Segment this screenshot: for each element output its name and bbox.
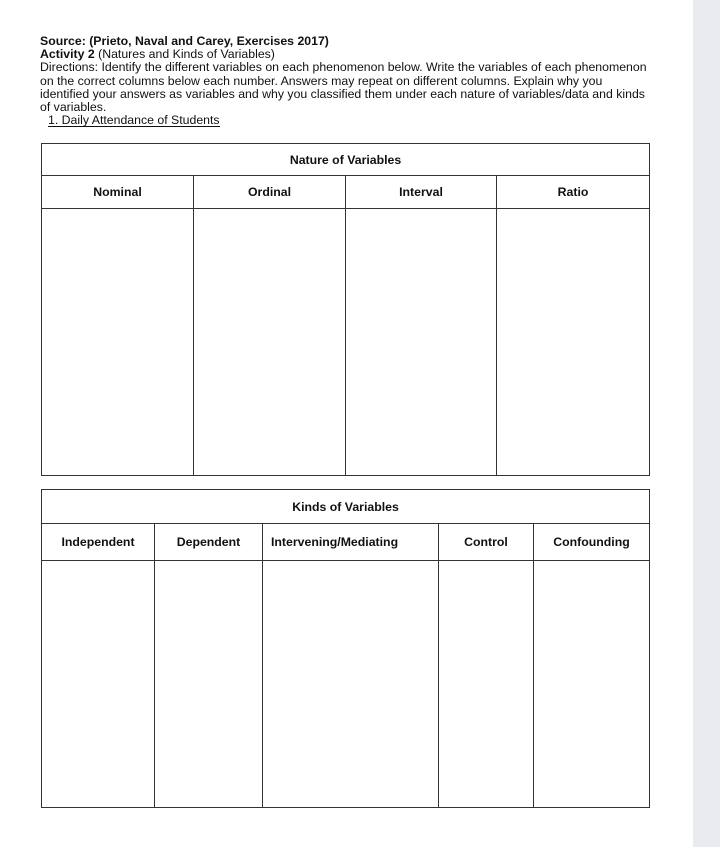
column-header: Nominal — [42, 176, 194, 209]
column-header: Ratio — [497, 176, 650, 209]
nature-table-title: Nature of Variables — [42, 144, 650, 176]
column-header: Dependent — [155, 524, 263, 561]
column-header: Control — [439, 524, 534, 561]
column-header: Independent — [42, 524, 155, 561]
directions-text: Directions: Identify the different variables on each phenomenon below. Write the variables of each phenomenon on the correct columns below each number. Answers may repeat on different columns. Explain why you identified your answers as variables and why you classified them under each nature of variables/data and kinds of variables. — [40, 60, 647, 115]
column-header: Intervening/Mediating — [263, 524, 439, 561]
answer-cell-ordinal[interactable] — [194, 209, 346, 476]
answer-cell-dependent[interactable] — [155, 561, 263, 808]
kinds-table-title: Kinds of Variables — [42, 490, 650, 524]
answer-cell-ratio[interactable] — [497, 209, 650, 476]
kinds-of-variables-table — [41, 489, 650, 808]
column-header: Ordinal — [194, 176, 346, 209]
answer-cell-independent[interactable] — [42, 561, 155, 808]
answer-cell-control[interactable] — [439, 561, 534, 808]
column-header: Confounding — [534, 524, 650, 561]
source-line: Source: (Prieto, Naval and Carey, Exercises 2017) — [40, 34, 329, 48]
phenomenon-item: 1. Daily Attendance of Students — [48, 113, 220, 128]
nature-of-variables-table — [41, 143, 650, 476]
answer-cell-nominal[interactable] — [42, 209, 194, 476]
document-body — [40, 35, 652, 127]
side-panel — [693, 0, 720, 847]
column-header: Interval — [346, 176, 497, 209]
activity-title: (Natures and Kinds of Variables) — [98, 47, 275, 62]
answer-cell-intervening[interactable] — [263, 561, 439, 808]
answer-cell-confounding[interactable] — [534, 561, 650, 808]
answer-cell-interval[interactable] — [346, 209, 497, 476]
activity-label: Activity 2 — [40, 47, 95, 62]
